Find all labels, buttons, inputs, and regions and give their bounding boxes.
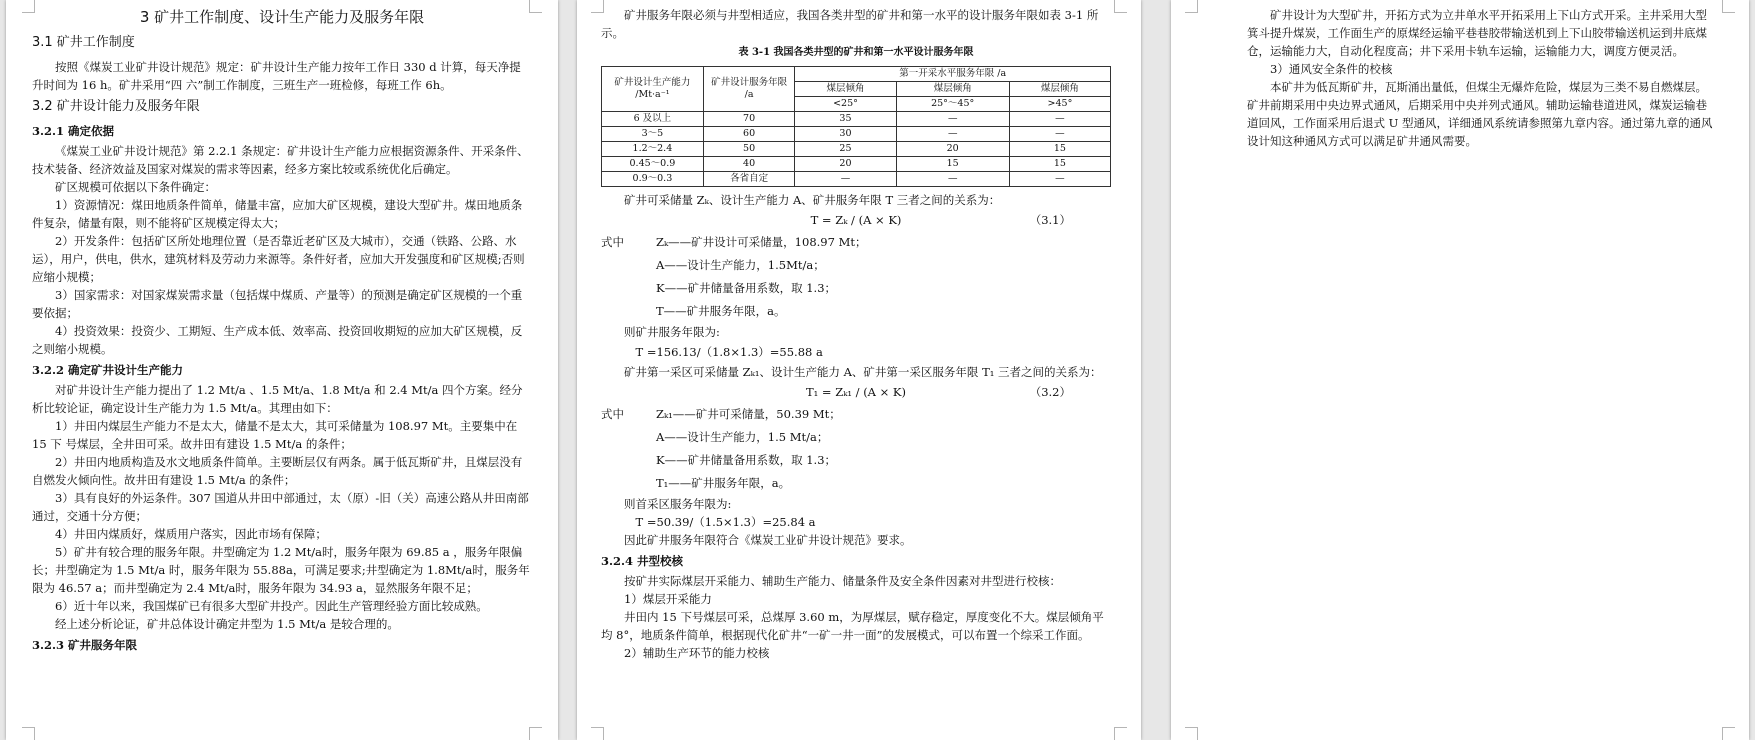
variable-definition	[601, 403, 1111, 426]
list-item: 2）井田内地质构造及水文地质条件简单。主要断层仅有两条。属于低瓦斯矿井，且煤层没有自燃发火倾向性。故井田有建设 1.5 Mt/a 的条件；	[32, 455, 523, 487]
paragraph: 矿区规模可依据以下条件确定：	[55, 180, 216, 194]
list-item: 1）煤层开采能力	[624, 592, 712, 606]
table-row	[602, 112, 1111, 127]
table-header-cell: 第一开采水平服务年限 /a	[795, 67, 1111, 82]
where-label: 式中	[601, 407, 624, 421]
subsection-heading: 3.2.2 确定矿井设计生产能力	[32, 363, 184, 377]
variable-definition	[601, 300, 1111, 323]
variable-text: T₁——矿井服务年限，a。	[656, 476, 791, 490]
variable-text: T——矿井服务年限，a。	[656, 304, 786, 318]
list-item: 3）国家需求：对国家煤炭需求量（包括煤中煤质、产量等）的预测是确定矿区规模的一个重要依据；	[32, 288, 523, 320]
page-corner-mark	[1185, 0, 1198, 13]
calculation: T =50.39/（1.5×1.3）=25.84 a	[635, 515, 816, 529]
list-item: 6）近十年以来，我国煤矿已有很多大型矿井投产。因此生产管理经验方面比较成熟。	[55, 599, 488, 613]
paragraph: 按照《煤炭工业矿井设计规范》规定：矿井设计生产能力按年工作日 330 d 计算，每天净提升时间为 16 h。矿井采用“四 六”制工作制度，三班生产一班检修，每班工作 6h。	[32, 60, 521, 92]
paragraph: 则矿井服务年限为:	[624, 325, 720, 339]
table-row	[602, 157, 1111, 172]
variable-definition	[601, 254, 1111, 277]
variable-text: A——设计生产能力，1.5 Mt/a；	[656, 430, 829, 444]
list-item: 3）通风安全条件的校核	[1270, 62, 1393, 76]
table-cell: 25	[795, 142, 896, 157]
table-cell: 15	[896, 157, 1009, 172]
table-cell: —	[795, 172, 896, 187]
equation-body: T = Zₖ / (A × K)	[810, 213, 902, 227]
paragraph: 《煤炭工业矿井设计规范》第 2.2.1 条规定：矿井设计生产能力应根据资源条件、开采条件、技术装备、经济效益及国家对煤炭的需求等因素，经多方案比较或系统优化后确定。	[32, 144, 529, 176]
table-cell: 40	[703, 157, 795, 172]
list-item: 2）开发条件：包括矿区所处地理位置（是否靠近老矿区及大城市），交通（铁路、公路、水运），用户，供电，供水，建筑材料及劳动力来源等。条件好者，应加大开发强度和矿区规模;否则应缩小规模；	[32, 234, 525, 284]
subsection-heading: 3.2.4 井型校核	[601, 554, 684, 568]
table-cell: —	[1009, 127, 1110, 142]
variable-text: A——设计生产能力，1.5Mt/a；	[656, 258, 825, 272]
service-life-table	[601, 66, 1111, 187]
page-corner-mark	[1185, 727, 1198, 740]
variable-definition	[601, 449, 1111, 472]
table-cell: 6 及以上	[602, 112, 704, 127]
equation-number: （3.2）	[1029, 385, 1071, 399]
calculation: T =156.13/（1.8×1.3）=55.88 a	[635, 345, 823, 359]
table-cell: 15	[1009, 142, 1110, 157]
table-caption: 表 3-1 我国各类井型的矿井和第一水平设计服务年限	[738, 47, 974, 58]
subsection-heading: 3.2.1 确定依据	[32, 124, 115, 138]
page-1-body	[32, 6, 532, 656]
table-cell: 70	[703, 112, 795, 127]
table-row	[602, 127, 1111, 142]
subsection-heading: 3.2.3 矿井服务年限	[32, 638, 138, 652]
list-item: 4）井田内煤质好，煤质用户落实，因此市场有保障；	[55, 527, 327, 541]
equation-3-1	[601, 209, 1111, 231]
table-cell: 35	[795, 112, 896, 127]
variable-definition	[601, 426, 1111, 449]
chapter-title: 3 矿井工作制度、设计生产能力及服务年限	[139, 8, 425, 26]
table-cell: 20	[896, 142, 1009, 157]
table-cell: 20	[795, 157, 896, 172]
table-cell: 0.9～0.3	[602, 172, 704, 187]
list-item: 2）辅助生产环节的能力校核	[624, 646, 770, 660]
table-header-cell: 煤层倾角	[896, 82, 1009, 97]
equation-number: （3.1）	[1029, 213, 1071, 227]
list-item: 1）资源情况：煤田地质条件简单，储量丰富，应加大矿区规模，建设大型矿井。煤田地质条件复杂，储量有限，则不能将矿区规模定得太大；	[32, 198, 523, 230]
table-cell: 30	[795, 127, 896, 142]
table-cell: —	[1009, 172, 1110, 187]
table-cell: —	[896, 127, 1009, 142]
page-2-body	[601, 6, 1111, 662]
page-corner-mark	[1722, 0, 1735, 13]
variable-definition	[601, 231, 1111, 254]
paragraph: 矿井可采储量 Zₖ、设计生产能力 A、矿井服务年限 T 三者之间的关系为：	[624, 193, 1001, 207]
table-header-cell: 煤层倾角	[795, 82, 896, 97]
document-page-2	[577, 0, 1141, 740]
section-heading: 3.1 矿井工作制度	[32, 35, 135, 50]
table-cell: 各省自定	[703, 172, 795, 187]
list-item: 3）具有良好的外运条件。307 国道从井田中部通过，太（原）-旧（关）高速公路从井田南部通过，交通十分方便；	[32, 491, 529, 523]
table-cell: 0.45～0.9	[602, 157, 704, 172]
paragraph: 井田内 15 下号煤层可采，总煤厚 3.60 m，为厚煤层，赋存稳定，厚度变化不大。煤层倾角平均 8°，地质条件简单，根据现代化矿井“一矿一井一面”的发展模式，可以布置一个综采工作面。	[601, 610, 1104, 642]
paragraph: 本矿井为低瓦斯矿井，瓦斯涌出量低，但煤尘无爆炸危险，煤层为三类不易自燃煤层。矿井前期采用中央边界式通风，后期采用中央并列式通风。辅助运输巷道进风，煤炭运输巷道回风，工作面采用后退式 U 型通风，详细通风系统请参照第九章内容。通过第九章的通风设计知这种通风方式可以满足矿井通风需要。	[1247, 80, 1713, 148]
variable-text: K——矿井储量备用系数，取 1.3；	[656, 281, 837, 295]
paragraph: 矿井服务年限必须与井型相适应，我国各类井型的矿井和第一水平的设计服务年限如表 3-1 所示。	[601, 8, 1099, 40]
table-header-cell: <25°	[795, 97, 896, 112]
paragraph: 则首采区服务年限为:	[624, 497, 732, 511]
table-header-cell: 25°～45°	[896, 97, 1009, 112]
page-corner-mark	[1114, 727, 1127, 740]
where-label: 式中	[601, 235, 624, 249]
variable-definition	[601, 277, 1111, 300]
page-corner-mark	[22, 727, 35, 740]
table-cell: 60	[703, 127, 795, 142]
page-corner-mark	[1722, 727, 1735, 740]
table-cell: 1.2～2.4	[602, 142, 704, 157]
table-row	[602, 142, 1111, 157]
list-item: 1）井田内煤层生产能力不是太大，储量不是太大，其可采储量为 108.97 Mt。主要集中在 15 下 号煤层，全井田可采。故井田有建设 1.5 Mt/a 的条件；	[32, 419, 518, 451]
paragraph: 矿井第一采区可采储量 Zₖ₁、设计生产能力 A、矿井第一采区服务年限 T₁ 三者之间的关系为：	[624, 365, 1102, 379]
document-page-1	[6, 0, 558, 740]
table-cell: 3～5	[602, 127, 704, 142]
table-cell: —	[1009, 112, 1110, 127]
section-heading: 3.2 矿井设计能力及服务年限	[32, 99, 200, 114]
table-cell: —	[896, 172, 1009, 187]
document-page-3	[1171, 0, 1749, 740]
page-corner-mark	[1114, 0, 1127, 13]
paragraph: 对矿井设计生产能力提出了 1.2 Mt/a 、1.5 Mt/a、1.8 Mt/a 和 2.4 Mt/a 四个方案。经分析比较论证，确定设计生产能力为 1.5 Mt/a。其理由如下：	[32, 383, 523, 415]
paragraph: 经上述分析论证，矿井总体设计确定井型为 1.5 Mt/a 是较合理的。	[55, 617, 399, 631]
table-header-cell: >45°	[1009, 97, 1110, 112]
page-corner-mark	[591, 727, 604, 740]
table-cell: —	[896, 112, 1009, 127]
table-header-cell: 矿井设计生产能力 /Mt·a⁻¹	[602, 67, 704, 112]
paragraph: 因此矿井服务年限符合《煤炭工业矿井设计规范》要求。	[624, 533, 912, 547]
table-header-cell: 煤层倾角	[1009, 82, 1110, 97]
table-row	[602, 172, 1111, 187]
table-cell: 50	[703, 142, 795, 157]
list-item: 4）投资效果：投资少、工期短、生产成本低、效率高、投资回收期短的应加大矿区规模，反之则缩小规模。	[32, 324, 523, 356]
equation-body: T₁ = Zₖ₁ / (A × K)	[805, 385, 907, 399]
table-cell: 15	[1009, 157, 1110, 172]
page-corner-mark	[529, 727, 542, 740]
variable-text: Zₖ——矿井设计可采储量，108.97 Mt；	[656, 235, 867, 249]
page-3-body	[1247, 6, 1717, 150]
variable-definition	[601, 472, 1111, 495]
paragraph: 矿井设计为大型矿井，开拓方式为立井单水平开拓采用上下山方式开采。主井采用大型箕斗提升煤炭，工作面生产的原煤经运输平巷巷胶带输送机到上下山胶带输送机运到井底煤仓，运输能力大，自动化程度高；井下采用卡轨车运输，运输能力大，调度方便灵活。	[1247, 8, 1707, 58]
paragraph: 按矿井实际煤层开采能力、辅助生产能力、储量条件及安全条件因素对井型进行校核：	[624, 574, 1061, 588]
variable-text: K——矿井储量备用系数，取 1.3；	[656, 453, 837, 467]
table-header-cell: 矿井设计服务年限 /a	[703, 67, 795, 112]
equation-3-2	[601, 381, 1111, 403]
variable-text: Zₖ₁——矿井可采储量，50.39 Mt；	[656, 407, 841, 421]
list-item: 5）矿井有较合理的服务年限。井型确定为 1.2 Mt/a时，服务年限为 69.85 a ，服务年限偏长；井型确定为 1.5 Mt/a 时，服务年限为 55.88a，可满足要求;井型确定为 1.8Mt/a时，服务年限为 46.57 a；而井型确定为 2.4 Mt/a时，服务年限为 34.93 a，显然服务年限不足；	[32, 545, 530, 595]
